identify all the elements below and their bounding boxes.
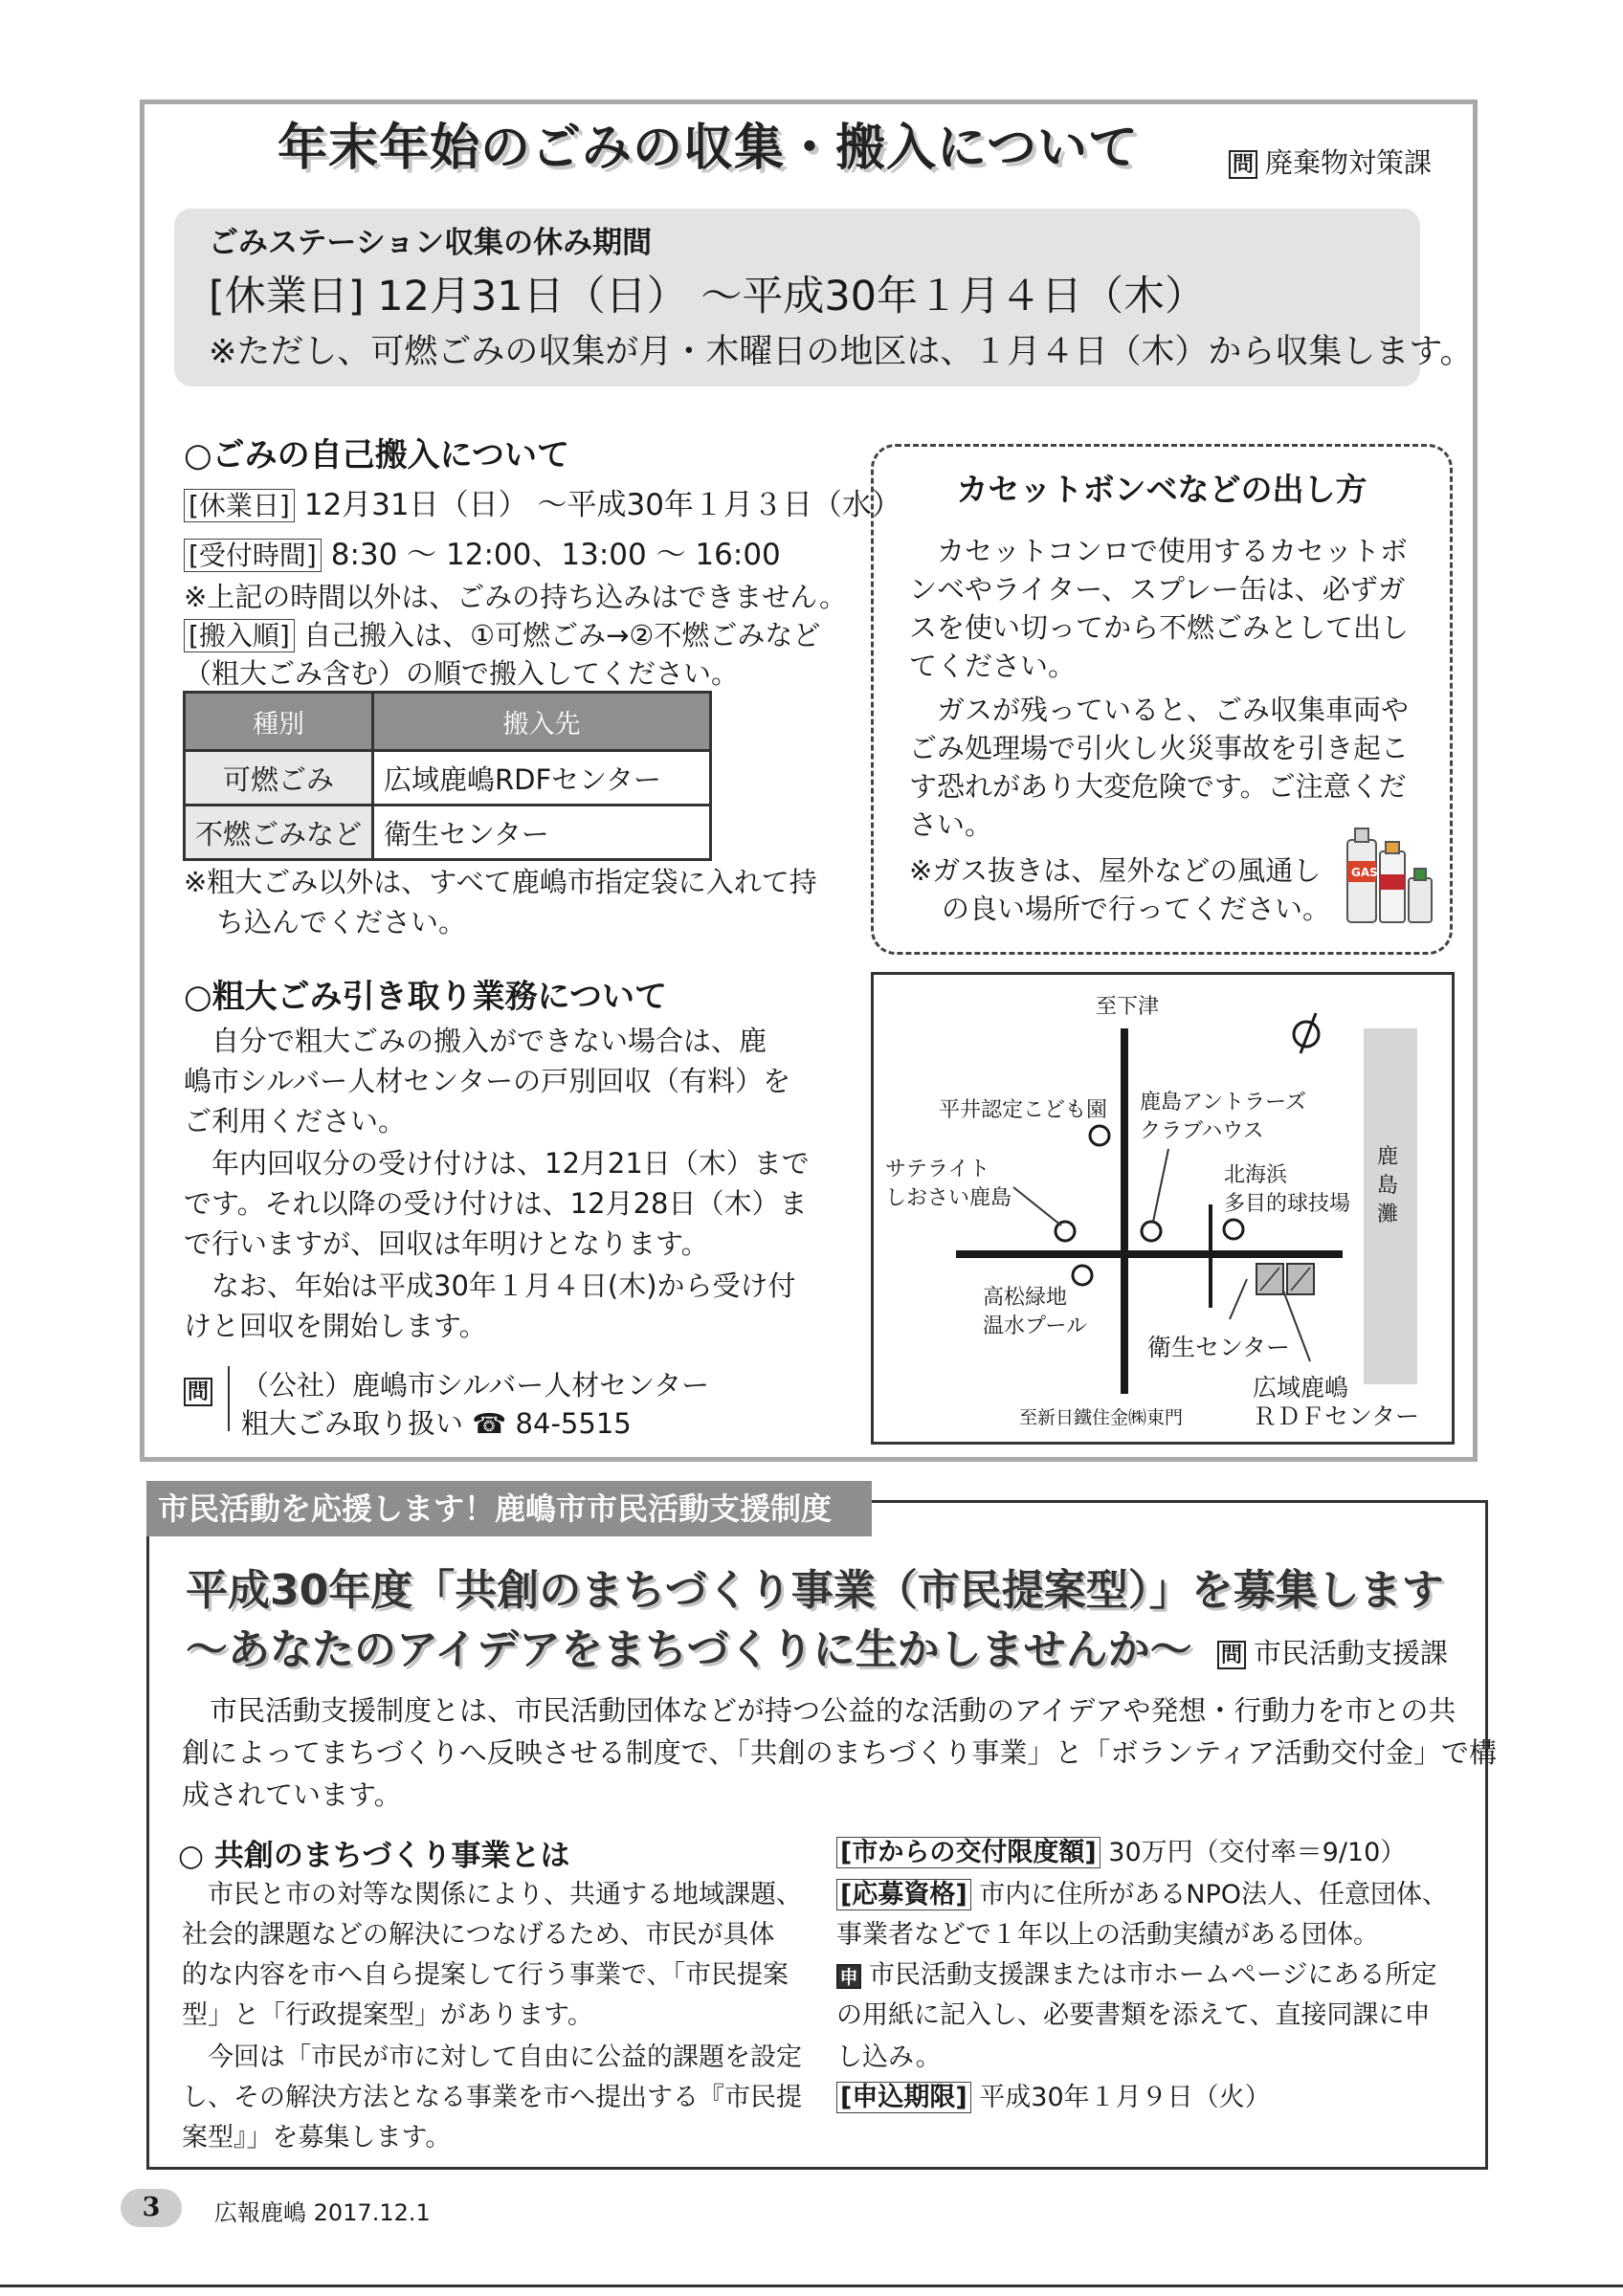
bulky-contact-org: （公社）鹿嶋市シルバー人材センター [241,1369,710,1402]
bulky-line: けと回収を開始します。 [184,1310,487,1342]
map-label-north: 至下津 [1096,995,1160,1019]
self-order1: [搬入順] 自己搬入は、①可燃ごみ→②不燃ごみなど [184,614,820,653]
cassette-line: ガスが残っていると、ごみ収集車両や [909,694,1410,726]
garbage-dept [1229,142,1432,181]
civic-left-line: 市民と市の対等な関係により、共通する地域課題、 [182,1880,802,1910]
map-label-rdf2: ＲＤＦセンター [1253,1402,1420,1430]
self-note1: ※上記の時間以外は、ごみの持ち込みはできません。 [184,581,848,613]
table-header-place: 搬入先 [373,693,711,751]
civic-left-line: し、その解決方法となる事業を市へ提出する『市民提 [182,2083,802,2112]
civic-apply2: の用紙に記入し、必要書類を添えて、直接同課に申 [836,2000,1431,2030]
civic-elig2: 事業者などで１年以上の活動実績がある団体。 [836,1920,1379,1950]
inquiry-icon: 問 [1229,150,1257,179]
self-note2b: ち込んでください。 [216,906,467,938]
civic-left-line: 案型』」を募集します。 [182,2123,452,2152]
cassette-line: カセットコンロで使用するカセットボ [909,535,1408,567]
map-label-antlers1: 鹿島アントラーズ [1140,1091,1307,1115]
table-header-row [185,693,711,751]
civic-apply1: 申 市民活動支援課または市ホームページにある所定 [836,1954,1436,1991]
contact-divider [228,1366,230,1431]
gas-can-icon [1344,823,1435,926]
cassette-line: ンベやライター、スプレー缶は、必ずガ [909,573,1406,606]
bulky-line: 自分で粗大ごみの搬入ができない場合は、鹿 [184,1025,767,1057]
bulky-line: 嶋市シルバー人材センターの戸別回収（有料）を [184,1065,791,1097]
bulky-line: で行いますが、回収は年明けとなります。 [184,1227,709,1260]
self-hours: [受付時間] 8:30 ～ 12:00、13:00 ～ 16:00 [184,530,781,573]
cassette-line: ごみ処理場で引火し火災事故を引き起こ [909,732,1410,764]
table-cell-place: 広域鹿嶋RDFセンター [373,751,711,806]
map-label-eisei: 衛生センター [1147,1334,1291,1361]
page-number: 3 [121,2189,182,2227]
location-map [871,972,1455,1445]
map-label-rdf1: 広域鹿嶋 [1253,1374,1349,1402]
civic-dept-name: 市民活動支援課 [1254,1637,1449,1669]
cassette-title: カセットボンベなどの出し方 [956,471,1367,508]
civic-left-heading: ○ 共創のまちづくり事業とは [178,1839,570,1873]
cassette-note-a: ※ガス抜きは、屋外などの風通し [909,854,1322,887]
publication-info: 広報鹿嶋 2017.12.1 [214,2199,431,2226]
map-label-hirai: 平井認定こども園 [939,1098,1108,1122]
bulky-contact-mark [184,1378,220,1406]
map-label-hokkai2: 多目的球技場 [1224,1192,1351,1216]
table-row [185,751,711,806]
self-carry-heading: ○ごみの自己搬入について [184,436,569,475]
cassette-line: す恐れがあり大変危険です。ご注意くだ [909,770,1407,803]
map-label-hokkai1: 北海浜 [1224,1163,1288,1187]
station-dates: [休業日] 12月31日（日） ～平成30年１月４日（木） [209,273,1207,320]
self-note2a: ※粗大ごみ以外は、すべて鹿嶋市指定袋に入れて持 [184,866,817,898]
map-label-satellite2: しおさい鹿島 [885,1186,1012,1210]
cassette-line: てください。 [909,650,1077,682]
inquiry-icon: 問 [184,1378,212,1406]
civic-grant: [市からの交付限度額] 30万円（交付率＝9/10） [836,1831,1406,1868]
civic-intro-line: 市民活動支援制度とは、市民活動団体などが持つ公益的な活動のアイデアや発想・行動力を市との共 [182,1694,1456,1727]
table-cell-kind: 可燃ごみ [185,751,373,806]
bulky-line: です。それ以降の受け付けは、12月28日（木）ま [184,1187,808,1220]
civic-elig1: [応募資格] 市内に住所があるNPO法人、任意団体、 [836,1873,1448,1910]
map-label-satellite1: サテライト [885,1158,990,1181]
bulky-line: 年内回収分の受け付けは、12月21日（木）まで [184,1147,810,1180]
civic-dept [1217,1632,1448,1671]
inquiry-icon: 問 [1217,1641,1246,1669]
bulky-line: ご利用ください。 [184,1105,407,1137]
north-icon [1294,1022,1319,1047]
garbage-dept-name: 廃棄物対策課 [1265,146,1433,179]
station-title: ごみステーション収集の休み期間 [209,226,653,260]
map-label-takamatsu2: 温水プール [983,1314,1087,1338]
table-header-kind: 種別 [185,693,373,751]
bulky-line: なお、年始は平成30年１月４日(木)から受け付 [184,1269,796,1302]
civic-intro-line: 創によってまちづくりへ反映させる制度で、「共創のまちづくり事業」と「ボランティア活動交付金」で構 [182,1736,1498,1769]
station-note: ※ただし、可燃ごみの収集が月・木曜日の地区は、１月４日（木）から収集します。 [209,333,1474,371]
bulky-heading: ○粗大ごみ引き取り業務について [184,978,667,1016]
apply-icon: 申 [836,1964,861,1989]
table-cell-place: 衛生センター [373,806,711,860]
garbage-title: 年末年始のごみの収集・搬入について [278,120,1139,177]
civic-apply3: し込み。 [836,2042,942,2072]
civic-banner: 市民活動を応援します！鹿嶋市市民活動支援制度 [146,1481,872,1536]
gas-can-label: GAS [1351,866,1378,879]
civic-left-line: 社会的課題などの解決につなげるため、市民が具体 [182,1920,775,1950]
civic-left-line: 的な内容を市へ自ら提案して行う事業で、「市民提案 [182,1960,789,1990]
map-label-antlers2: クラブハウス [1140,1119,1264,1143]
cassette-note-b: の良い場所で行ってください。 [942,893,1331,925]
civic-left-line: 今回は「市民が市に対して自由に公益的課題を設定 [182,2042,802,2072]
map-label-sea: 鹿島灘 [1377,1145,1399,1226]
cassette-line: スを使い切ってから不燃ごみとして出し [909,611,1410,644]
cassette-line: さい。 [909,808,993,841]
table-cell-kind: 不燃ごみなど [185,806,373,860]
civic-title1: 平成30年度「共創のまちづくり事業（市民提案型）」を募集します [186,1566,1444,1615]
self-holiday: [休業日] 12月31日（日） ～平成30年１月３日（水） [184,480,901,523]
civic-title2: ～あなたのアイデアをまちづくりに生かしませんか～ [186,1625,1192,1674]
bottom-rule [0,2285,1623,2287]
destination-table [183,691,712,861]
map-label-south: 至新日鐵住金㈱東門 [1019,1407,1184,1428]
civic-intro-line: 成されています。 [182,1778,402,1811]
table-row [185,806,711,860]
map-label-takamatsu1: 高松緑地 [983,1286,1068,1310]
civic-left-line: 型」と「行政提案型」があります。 [182,2000,593,2030]
bulky-contact-tel: 粗大ごみ取り扱い ☎ 84-5515 [241,1407,632,1440]
self-order2: （粗大ごみ含む）の順で搬入してください。 [184,657,740,690]
civic-deadline: [申込期限] 平成30年１月９日（火） [836,2076,1271,2113]
